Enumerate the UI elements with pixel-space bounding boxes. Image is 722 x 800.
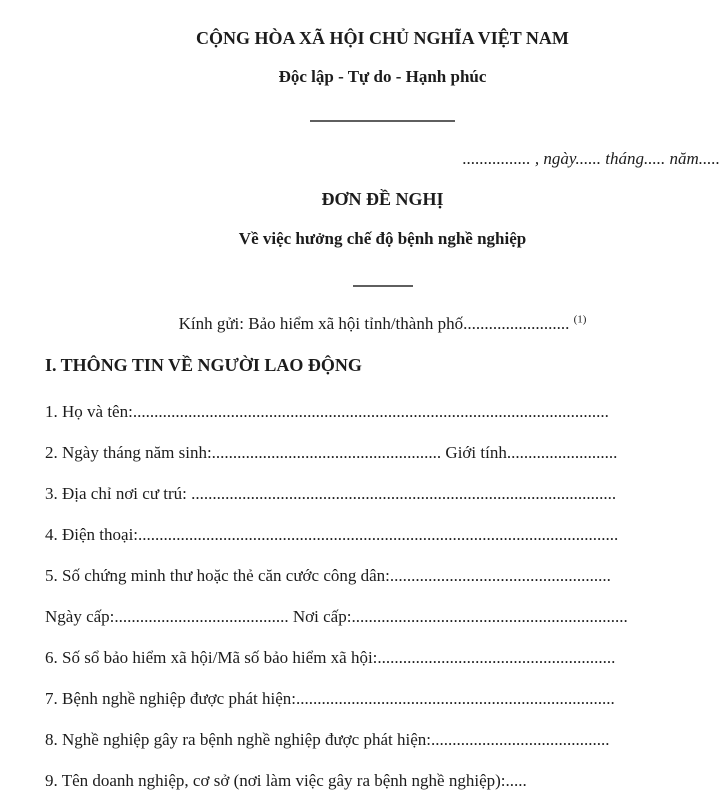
national-title: CỘNG HÒA XÃ HỘI CHỦ NGHĨA VIỆT NAM (196, 28, 569, 48)
form-subtitle: Về việc hưởng chế độ bệnh nghề nghiệp (238, 228, 527, 248)
form-line-phone: 4. Điện thoại:................................................................................................................. (45, 525, 619, 545)
form-title: ĐƠN ĐỀ NGHỊ (321, 189, 444, 210)
form-line-social-insurance: 6. Số sổ bảo hiểm xã hội/Mã số bảo hiểm xã hội:........................................................ (45, 648, 616, 668)
document-content (0, 28, 722, 800)
form-line-occupation-cause: 8. Nghề nghiệp gây ra bệnh nghề nghiệp được phát hiện:.......................................... (45, 730, 610, 750)
form-line-id-issue: Ngày cấp:......................................... Nơi cấp:................................................................. (45, 607, 628, 627)
national-motto: Độc lập - Tự do - Hạnh phúc (278, 66, 487, 86)
footnote-marker: (1) (573, 313, 587, 326)
recipient-salutation: Kính gửi: Bảo hiểm xã hội tỉnh/thành phố......................... (178, 314, 574, 334)
title-divider (353, 285, 413, 287)
form-line-fullname: 1. Họ và tên:................................................................................................................ (45, 402, 609, 422)
form-line-dob-gender: 2. Ngày tháng năm sinh:...................................................... Giới tính.......................... (45, 443, 618, 463)
recipient-line (45, 314, 720, 334)
form-line-id-number: 5. Số chứng minh thư hoặc thẻ căn cước công dân:.................................................... (45, 566, 611, 586)
form-line-company-name: 9. Tên doanh nghiệp, cơ sở (nơi làm việc gây ra bệnh nghề nghiệp):..... (45, 771, 527, 791)
form-line-disease-detected: 7. Bệnh nghề nghiệp được phát hiện:........................................................................... (45, 689, 615, 709)
form-line-address: 3. Địa chỉ nơi cư trú: .................................................................................................... (45, 484, 617, 504)
header-divider (310, 120, 455, 122)
section-heading-worker-info: I. THÔNG TIN VỀ NGƯỜI LAO ĐỘNG (45, 354, 362, 375)
form-lines (45, 391, 720, 800)
date-line: ................ , ngày...... tháng..... năm..... (462, 148, 720, 168)
